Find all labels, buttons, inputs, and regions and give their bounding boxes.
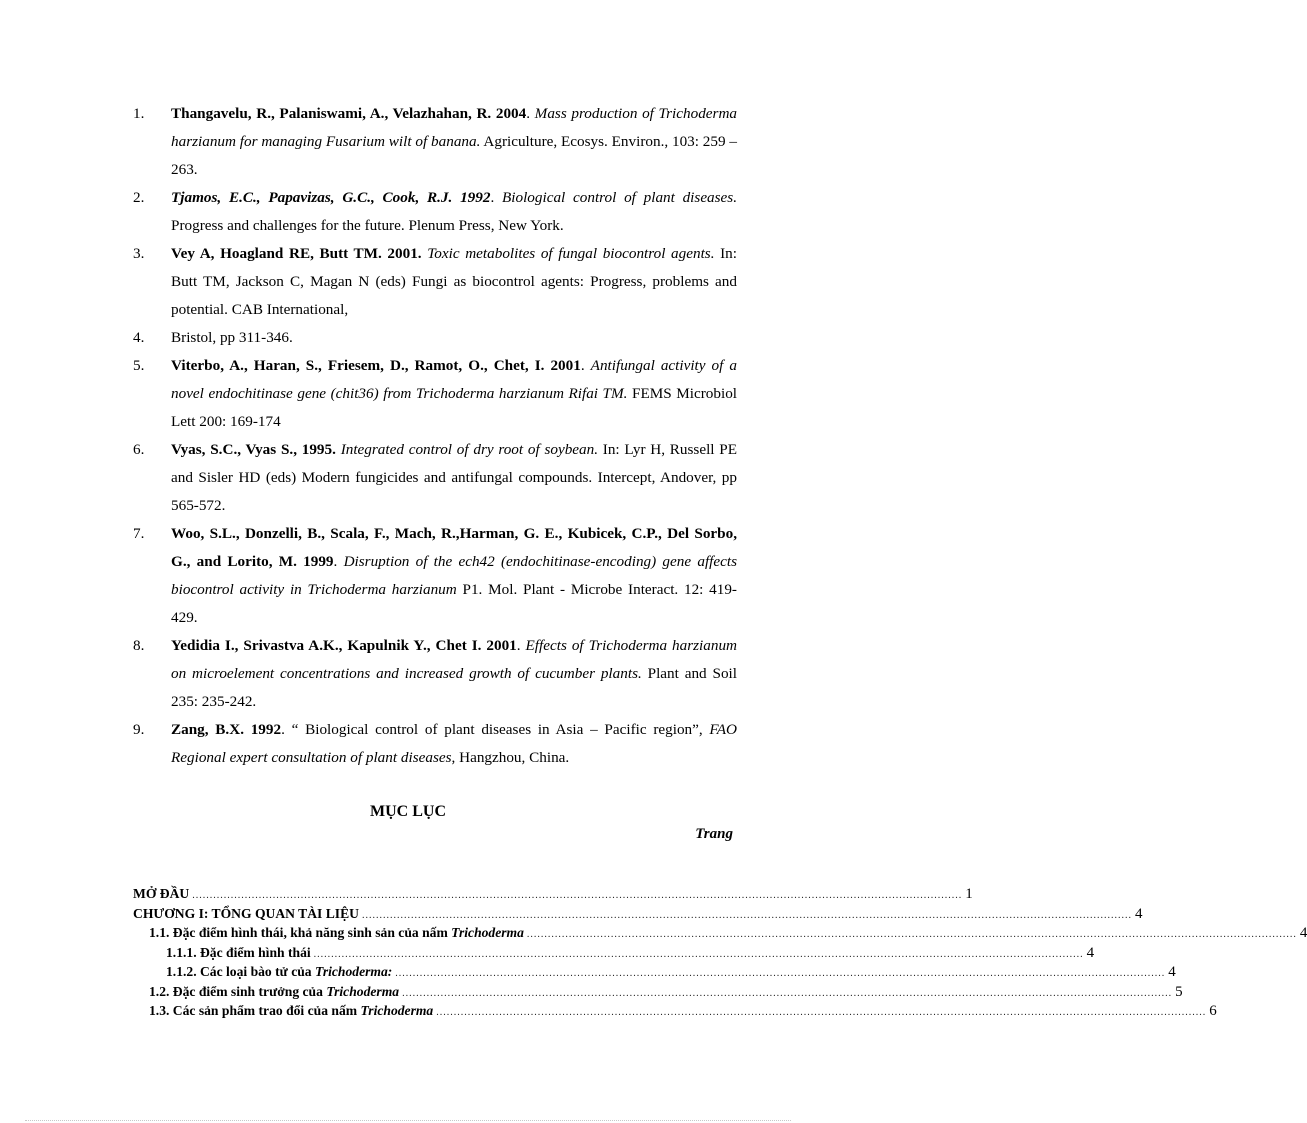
toc-entry-label	[149, 984, 399, 1000]
toc-page-number: 6	[1209, 1003, 1217, 1019]
toc-page-number: 4	[1168, 964, 1176, 980]
reference-text-part: Bristol, pp 311-346.	[171, 329, 293, 346]
reference-item	[133, 184, 737, 240]
toc-entry-text: 1.1. Đặc điểm hình thái, khả năng sinh sản của nấm	[149, 925, 452, 940]
reference-text-part: In: Lyr H, Russell PE and Sisler HD (eds) Modern fungicides and antifungal compounds. Intercept, Andover, pp 565-572.	[171, 441, 737, 514]
reference-item	[133, 324, 737, 352]
toc-entry-text: MỞ ĐẦU	[133, 886, 190, 901]
toc-entry-italic: Trichoderma	[451, 925, 524, 940]
reference-text-part: Vyas, S.C., Vyas S., 1995.	[171, 441, 336, 458]
reference-text-part: .	[490, 189, 502, 206]
reference-text-part: P1. Mol. Plant - Microbe Interact. 12: 419-429.	[171, 581, 737, 626]
toc-page-header: Trang	[695, 826, 733, 842]
reference-item	[133, 520, 737, 632]
toc-leader-dots: ............................................................................................................................................................................................................................	[361, 909, 1132, 921]
toc-entry[interactable]	[133, 983, 1183, 1004]
reference-number: 8.	[133, 637, 145, 654]
reference-text-part: .	[516, 637, 526, 654]
reference-text-part: Tjamos, E.C., Papavizas, G.C., Cook, R.J. 1992	[171, 189, 491, 206]
reference-text-part: Antifungal activity of a novel endochitinase gene (chit36) from Trichoderma harzianum Rifai TM.	[171, 357, 737, 402]
toc-title: MỤC LỤC	[370, 803, 446, 820]
reference-text-part: Mass production of Trichoderma harzianum for managing Fusarium wilt of banana.	[171, 105, 738, 150]
toc-entry-label	[133, 906, 359, 922]
toc-entry[interactable]	[133, 964, 1176, 984]
reference-text-part: Yedidia I., Srivastva A.K., Kapulnik Y., Chet I. 2001	[171, 637, 517, 654]
reference-text-part: , Hangzhou, China.	[451, 749, 570, 766]
reference-text-part: . “ Biological control of plant diseases in Asia – Pacific region”,	[281, 721, 710, 738]
reference-text-part: Integrated control of dry root of soybean.	[340, 441, 599, 458]
toc-page-number: 5	[1175, 983, 1183, 1000]
toc-entry-text: CHƯƠNG I: TỔNG QUAN TÀI LIỆU	[133, 905, 359, 921]
reference-text-part: Zang, B.X. 1992	[171, 721, 282, 738]
toc-page-number: 4	[1299, 925, 1307, 941]
toc-page-number: 4	[1086, 944, 1095, 961]
toc-entry-text: 1.1.1. Đặc điểm hình thái	[166, 944, 311, 960]
reference-text	[171, 352, 737, 436]
reference-text	[171, 520, 737, 632]
reference-number: 6.	[133, 441, 145, 458]
toc-entry-label	[149, 925, 524, 941]
toc-entry-text: 1.2. Đặc điểm sinh trưởng của	[149, 983, 327, 999]
toc-page-number: 4	[1134, 905, 1143, 922]
reference-text-part: Vey A, Hoagland RE, Butt TM. 2001.	[171, 245, 422, 262]
reference-text-part: Plant and Soil 235: 235-242.	[171, 665, 737, 710]
reference-number: 4.	[133, 329, 145, 346]
toc-entry-italic: Trichoderma	[360, 1003, 434, 1018]
toc-entry-label	[149, 1003, 433, 1019]
toc-leader-dots: ............................................................................................................................................................................................................................	[436, 1007, 1207, 1018]
reference-text-part: .	[526, 105, 535, 122]
toc-page-number: 1	[965, 886, 973, 902]
toc-entry-text: 1.1.2. Các loại bào tử của	[166, 964, 316, 979]
reference-text	[171, 100, 737, 184]
toc-entry-text: 1.3. Các sản phẩm trao đổi của nấm	[149, 1003, 361, 1018]
reference-number: 9.	[133, 721, 145, 738]
reference-text	[171, 324, 737, 352]
toc-leader-dots: ............................................................................................................................................................................................................................	[313, 948, 1084, 960]
reference-text-part: Viterbo, A., Haran, S., Friesem, D., Ramot, O., Chet, I. 2001	[171, 357, 581, 374]
toc-entry[interactable]	[133, 944, 1095, 965]
reference-text-part: .	[580, 357, 591, 374]
toc-entry[interactable]	[133, 905, 1143, 926]
reference-text-part: FEMS Microbiol Lett 200: 169-174	[171, 385, 738, 430]
reference-text-part: Agriculture, Ecosys. Environ., 103: 259 – 263.	[171, 133, 738, 178]
reference-text-part: Toxic metabolites of fungal biocontrol agents.	[427, 245, 715, 262]
references-list	[133, 100, 737, 772]
reference-item	[133, 436, 737, 520]
reference-text-part: Woo, S.L., Donzelli, B., Scala, F., Mach, R.,Harman, G. E., Kubicek, C.P., Del Sorbo, G., and Lorito, M. 1999	[171, 525, 737, 570]
reference-item	[133, 240, 737, 324]
toc-leader-dots: ............................................................................................................................................................................................................................	[402, 987, 1173, 999]
toc-leader-dots: ............................................................................................................................................................................................................................	[526, 929, 1297, 940]
toc-leader-dots: ............................................................................................................................................................................................................................	[192, 890, 963, 901]
reference-number: 3.	[133, 245, 145, 262]
reference-text	[171, 436, 737, 520]
toc-entry-italic: Trichoderma	[326, 983, 400, 999]
toc-entry-label	[166, 945, 311, 961]
reference-item	[133, 716, 737, 772]
reference-item	[133, 100, 737, 184]
reference-number: 5.	[133, 357, 145, 374]
table-of-contents	[133, 886, 1307, 1023]
reference-text-part: FAO Regional expert consultation of plant diseases	[171, 721, 737, 766]
reference-text-part: In: Butt TM, Jackson C, Magan N (eds) Fungi as biocontrol agents: Progress, problems and potential. CAB International,	[171, 245, 737, 318]
reference-text	[171, 184, 737, 240]
toc-entry-italic: Trichoderma:	[315, 964, 393, 979]
reference-text-part: .	[333, 553, 344, 570]
reference-text-part: Disruption of the ech42 (endochitinase-encoding) gene affects biocontrol activity in Trichoderma harzianum	[171, 553, 737, 598]
reference-number: 1.	[133, 105, 145, 122]
toc-entry-label	[133, 886, 189, 902]
reference-text	[171, 632, 737, 716]
toc-entry-label	[166, 964, 392, 980]
toc-leader-dots: ............................................................................................................................................................................................................................	[395, 968, 1166, 979]
reference-item	[133, 632, 737, 716]
reference-text-part: Progress and challenges for the future. Plenum Press, New York.	[171, 217, 564, 234]
toc-entry[interactable]	[133, 1003, 1217, 1023]
reference-text	[171, 716, 737, 772]
reference-text-part: Biological control of plant diseases.	[502, 189, 738, 206]
reference-number: 2.	[133, 189, 145, 206]
reference-text-part: Thangavelu, R., Palaniswami, A., Velazhahan, R. 2004	[171, 105, 527, 122]
toc-entry[interactable]	[133, 925, 1307, 945]
reference-text	[171, 240, 737, 324]
reference-number: 7.	[133, 525, 145, 542]
reference-item	[133, 352, 737, 436]
toc-entry[interactable]	[133, 886, 973, 906]
reference-text-part: Effects of Trichoderma harzianum on microelement concentrations and increased growth of cucumber plants.	[171, 637, 738, 682]
page-bottom-rule	[25, 1120, 791, 1121]
